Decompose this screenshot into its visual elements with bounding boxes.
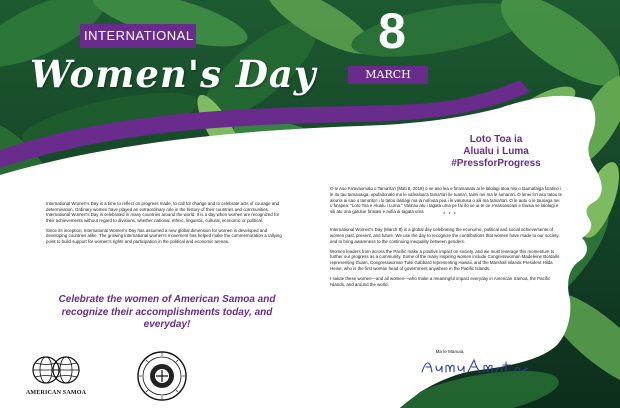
seal-logo-icon <box>136 350 188 402</box>
english-paragraph-2: Women leaders from across the Pacific make a positive impact on society, and we must leverage this momentum to further our progress as a community. Some of the many inspiring women include Congresswoman Madeleine Bordallo representing Guam, Congresswoman Tulsi Gabbard representing Hawaii, and the Marshall Islands President Hilda Heine, who is the first woman head of government anywhere in the Pacific Islands. <box>330 248 560 271</box>
closing-line: Ma le Manuia, <box>435 349 465 354</box>
section-separator: * * * <box>443 212 457 218</box>
month-label: MARCH <box>365 68 411 81</box>
slogan-line-1: Loto Toa ia <box>469 134 523 145</box>
english-paragraph-3: I salute these women—and all women—who make a meaningful impact everyday in American Samoa, the Pacific Islands, and around the world. <box>330 275 551 287</box>
slogan-block <box>428 134 564 170</box>
international-label: INTERNATIONAL <box>84 28 194 43</box>
left-paragraph-2: Since its inception, International Women's Day has assumed a new global dimension for women in developed and developing countries alike. The growing international women's movement has helped make the commemoration a rallying point to build support for women's rights and participation in the political and economic arenas. <box>46 227 282 244</box>
signature <box>418 356 538 378</box>
american-samoa-caption: AMERICAN SAMOA <box>25 390 87 396</box>
celebrate-callout: Celebrate the women of American Samoa and recognize their accomplishments today, and everyday! <box>58 294 276 330</box>
womens-day-title: Women's Day <box>30 52 317 96</box>
english-paragraph-1: International Women's Day (March 8) is a global day celebrating the economic, political and social achievements of women past, present, and future. We use the day to recognize the contributions that women have made to our society, and to bring awareness to the continuing inequality between genders. <box>330 227 560 244</box>
samoan-paragraph: O le Aso Fa'avaomalo o Tama'ita'i (Mati 8, 2018) o se aso lea e fa'amanatu ai le lalolagi atoa nisi o taumafaiga fa'atino i le itu tau tamaoaiga, upufaitonalo ma le vafealoai'a tama'ita'i ile tuana'i, taimi nei ma le lumana'i. O lenei fo'i aso tatou te aloa'ia ai sao o tama'ita'i i lo tatou lalolagi ma ia nofouta pea i le vatutusa o alii ma tama'ita'i. O le autu o le tausaga nei o fa'apea: "Loto Toa e Alualu i Luma." Vala'au atu i tagata uma pe fai ifo oe ia te oe e'easoasoani e fausia se lalolagi e sili atu ona galulue fa'atasi e aofia ai tagata uma <box>330 186 563 215</box>
globe-logo-icon <box>30 352 80 388</box>
press-for-progress-hashtag: #PressforProgress <box>451 158 541 169</box>
right-text-column <box>330 186 562 291</box>
left-text-column <box>46 201 282 248</box>
slogan-line-2: Alualu i Luma <box>463 146 529 157</box>
separator-spacer <box>330 219 562 227</box>
left-paragraph-1: International Women's Day is a time to reflect on progress made, to call for change and to celebrate acts of courage and determination. Ordinary women have played an extraordinary role in the history of their countries and communities. International Women's Day is celebrated in many countries around the world. It is a day when women are recognized for their achievements without regard to divisions, whether national, ethnic, linguistic, cultural, economic or political. <box>46 201 280 223</box>
date-number: 8 <box>378 3 406 59</box>
